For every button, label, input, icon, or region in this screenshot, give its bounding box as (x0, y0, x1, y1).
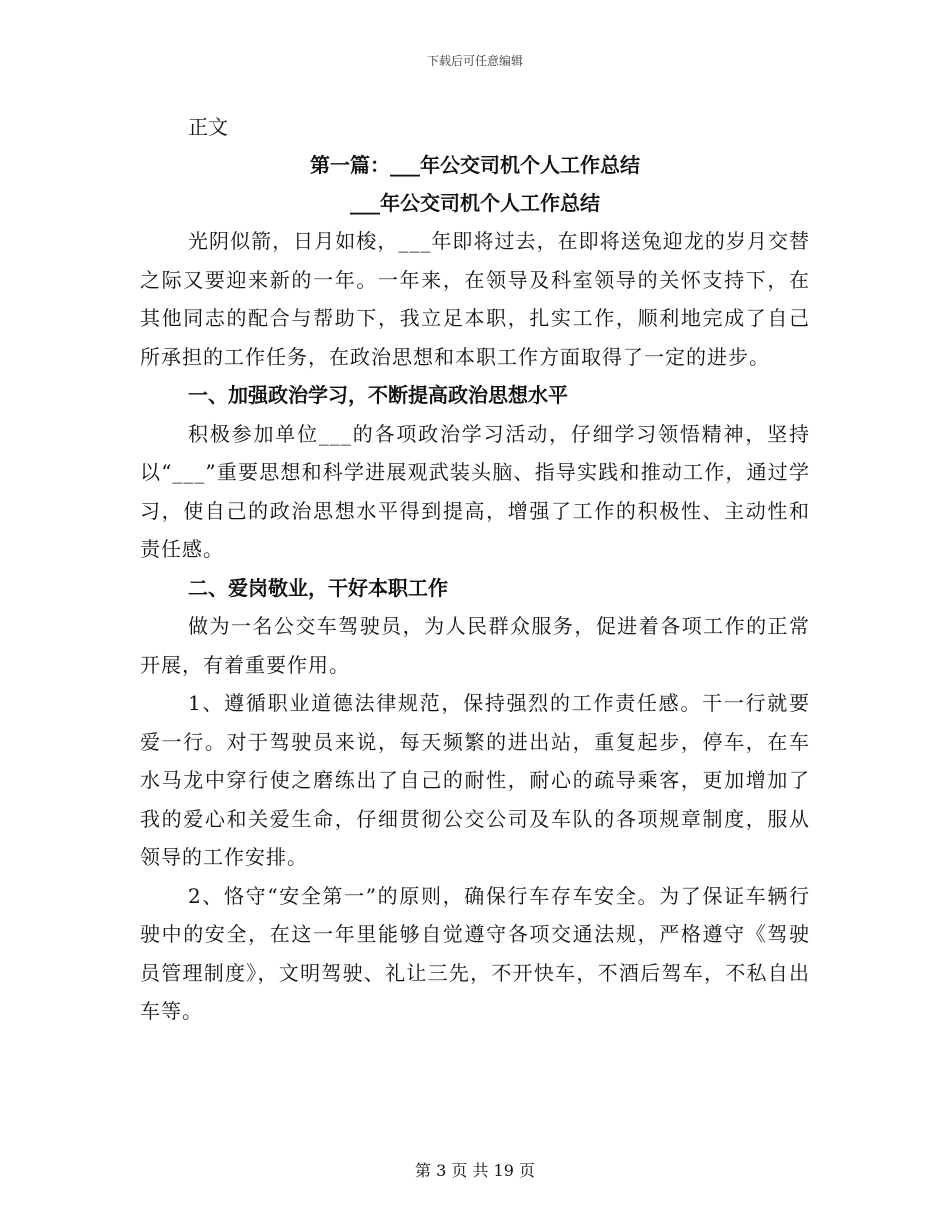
section-2-item-1: 1、遵循职业道德法律规范，保持强烈的工作责任感。干一行就要爱一行。对于驾驶员来说，每天频繁的进出站，重复起步，停车，在车水马龙中穿行使之磨练出了自己的耐性，耐心的疏导乘客，更加增加了我的爱心和关爱生命，仔细贯彻公交公司及车队的各项规章制度，服从领导的工作安排。 (140, 691, 810, 869)
section-1-paragraph: 积极参加单位___的各项政治学习活动，仔细学习领悟精神，坚持以“___”重要思想和科学进展观武装头脑、指导实践和推动工作，通过学习，使自己的政治思想水平得到提高，增强了工作的积极性、主动性和责任感。 (140, 421, 810, 561)
document-subtitle: ___年公交司机个人工作总结 (350, 191, 600, 215)
section-2-intro-paragraph: 做为一名公交车驾驶员，为人民群众服务，促进着各项工作的正常开展，有着重要作用。 (140, 614, 810, 677)
document-body (140, 108, 810, 1031)
page-footer: 第 3 页 共 19 页 (415, 1161, 535, 1180)
page-header: 下载后可任意编辑 (426, 54, 523, 68)
section-heading-1: 一、加强政治学习，不断提高政治思想水平 (188, 383, 568, 407)
document-title: 第一篇：___年公交司机个人工作总结 (310, 153, 640, 177)
section-heading-2: 二、爱岗敬业，干好本职工作 (188, 575, 448, 600)
section-2-item-2: 2、恪守“安全第一”的原则，确保行车存车安全。为了保证车辆行驶中的安全，在这一年里能够自觉遵守各项交通法规，严格遵守《驾驶员管理制度》，文明驾驶、礼让三先，不开快车，不酒后驾车，不私自出车等。 (140, 883, 810, 1023)
body-label: 正文 (188, 115, 228, 139)
intro-paragraph: 光阴似箭，日月如梭，___年即将过去，在即将送兔迎龙的岁月交替之际又要迎来新的一年。一年来，在领导及科室领导的关怀支持下，在其他同志的配合与帮助下，我立足本职，扎实工作，顺利地完成了自己所承担的工作任务，在政治思想和本职工作方面取得了一定的进步。 (140, 229, 810, 369)
